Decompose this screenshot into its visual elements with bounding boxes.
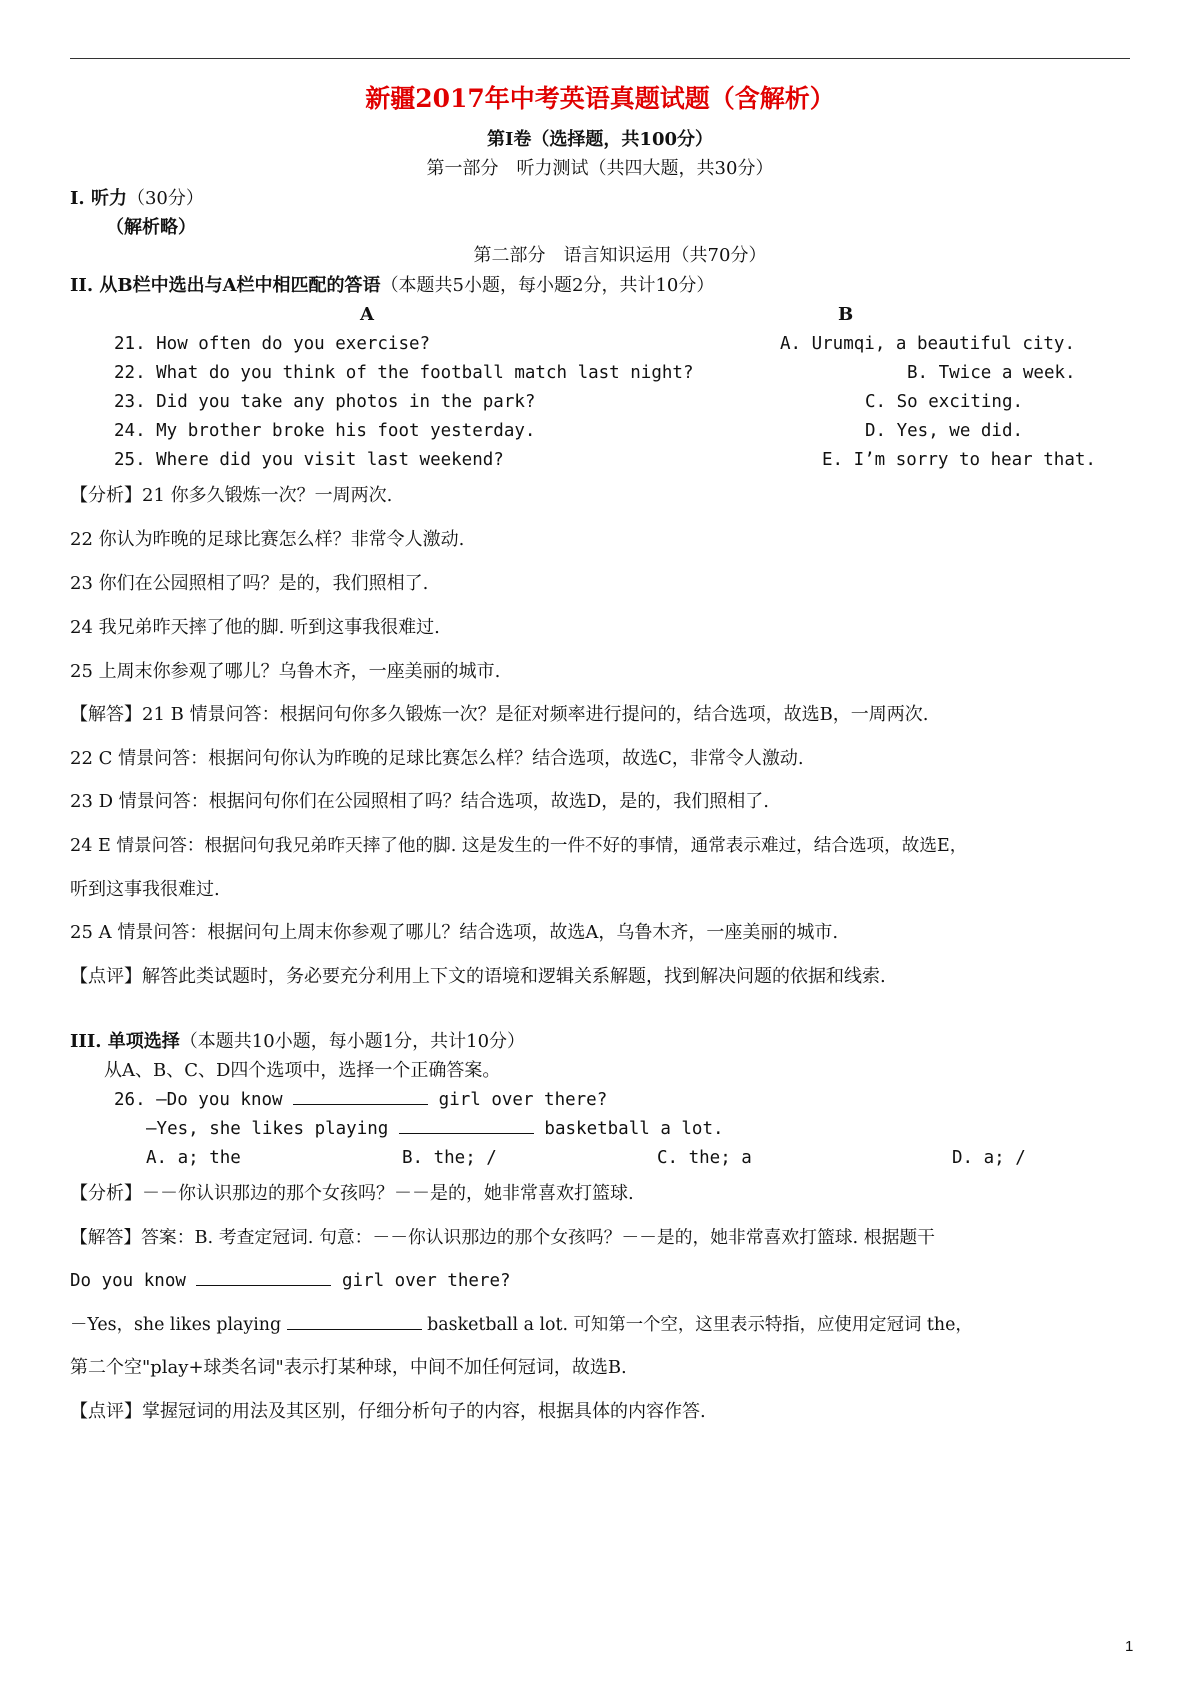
q26-answer-blank2 xyxy=(287,1315,422,1330)
match-answer-c: C. So exciting. xyxy=(865,392,1024,412)
q26-answer-line3 xyxy=(70,1313,973,1337)
q26-blank1 xyxy=(293,1090,428,1105)
answer-line-25: 25 A 情景问答：根据问句上周末你参观了哪儿？结合选项，故选A，乌鲁木齐，一座美丽的城市. xyxy=(70,922,839,943)
comment-line xyxy=(70,965,886,989)
analysis-line-23: 23 你们在公园照相了吗？是的，我们照相了. xyxy=(70,573,429,594)
q26-line2 xyxy=(146,1117,724,1141)
section2-desc: （本题共5小题，每小题2分，共计10分） xyxy=(380,275,715,296)
answer-line-24-cont: 听到这事我很难过. xyxy=(70,879,220,900)
q26-answer-line2 xyxy=(70,1269,511,1293)
q26-answer-tag: 【解答】 xyxy=(70,1227,142,1248)
match-question-22: 22. What do you think of the football match last night? xyxy=(114,363,694,383)
match-question-25: 25. Where did you visit last weekend? xyxy=(114,450,504,470)
match-answer-e: E. I’m sorry to hear that. xyxy=(822,450,1096,470)
answer-text-21: 21 B 情景问答：根据问句你多久锻炼一次？是征对频率进行提问的，结合选项，故选B，一周两次. xyxy=(142,704,929,725)
q26-answer-line3-start: －Yes，she likes playing xyxy=(70,1315,282,1335)
column-a-label: A xyxy=(360,304,374,325)
q26-comment-text: 掌握冠词的用法及其区别，仔细分析句子的内容，根据具体的内容作答. xyxy=(142,1401,706,1422)
analysis-line-25: 25 上周末你参观了哪儿？乌鲁木齐，一座美丽的城市. xyxy=(70,661,501,682)
q26-answer-line1 xyxy=(70,1226,935,1250)
q26-answer-line2-start: Do you know xyxy=(70,1271,186,1291)
section2-heading xyxy=(70,274,714,298)
page-number: 1 xyxy=(1125,1638,1134,1655)
answer-line-21 xyxy=(70,703,929,727)
comment-tag: 【点评】 xyxy=(70,966,142,987)
section1-heading xyxy=(70,187,204,211)
match-answer-a: A. Urumqi, a beautiful city. xyxy=(780,334,1076,354)
part1-heading: 第一部分 听力测试（共四大题，共30分） xyxy=(426,158,774,179)
q26-comment-line xyxy=(70,1400,706,1424)
q26-analysis-tag: 【分析】 xyxy=(70,1183,142,1204)
part2-heading: 第二部分 语言知识运用（共70分） xyxy=(473,245,767,266)
section1-score: （30分） xyxy=(126,188,204,209)
match-answer-d: D. Yes, we did. xyxy=(865,421,1024,441)
q26-answer-line4: 第二个空"play+球类名词"表示打某种球，中间不加任何冠词，故选B. xyxy=(70,1357,627,1378)
q26-answer-blank1 xyxy=(196,1271,331,1286)
q26-line1-start: 26. —Do you know xyxy=(114,1090,283,1110)
answer-line-24: 24 E 情景问答：根据问句我兄弟昨天摔了他的脚. 这是发生的一件不好的事情，通常表示难过，结合选项，故选E， xyxy=(70,836,968,856)
section2-title: II. 从B栏中选出与A栏中相匹配的答语 xyxy=(70,275,381,296)
section3-instruction: 从A、B、C、D四个选项中，选择一个正确答案。 xyxy=(104,1060,501,1081)
match-question-24: 24. My brother broke his foot yesterday. xyxy=(114,421,536,441)
volume-heading: 第Ⅰ卷（选择题，共100分） xyxy=(487,129,713,150)
q26-option-c: C. the; a xyxy=(657,1148,752,1168)
q26-option-a: A. a; the xyxy=(146,1148,241,1168)
q26-option-d: D. a; / xyxy=(952,1148,1026,1168)
q26-answer-line3-end: basketball a lot. 可知第一个空，这里表示特指，应使用定冠词 the， xyxy=(427,1315,973,1335)
q26-comment-tag: 【点评】 xyxy=(70,1401,142,1422)
q26-line1-end: girl over there? xyxy=(438,1090,608,1110)
section1-title: I. 听力 xyxy=(70,188,127,209)
section3-desc: （本题共10小题，每小题1分，共计10分） xyxy=(179,1031,526,1052)
q26-analysis-line xyxy=(70,1182,634,1206)
answer-line-22: 22 C 情景问答：根据问句你认为昨晚的足球比赛怎么样？结合选项，故选C，非常令人激动. xyxy=(70,748,804,769)
q26-answer-text1: 答案：B. 考查定冠词. 句意：－－你认识那边的那个女孩吗？－－是的，她非常喜欢打篮球. 根据题干 xyxy=(141,1227,935,1248)
section3-heading xyxy=(70,1030,525,1054)
analysis-line-22: 22 你认为昨晚的足球比赛怎么样？非常令人激动. xyxy=(70,529,465,550)
match-answer-b: B. Twice a week. xyxy=(907,363,1076,383)
analysis-text-21: 21 你多久锻炼一次？一周两次. xyxy=(142,485,393,506)
q26-option-b: B. the; / xyxy=(402,1148,497,1168)
analysis-line-21 xyxy=(70,484,392,508)
column-b-label: B xyxy=(838,304,854,325)
q26-answer-line2-end: girl over there? xyxy=(342,1271,511,1291)
match-question-23: 23. Did you take any photos in the park? xyxy=(114,392,536,412)
q26-blank2 xyxy=(399,1119,534,1134)
q26-line2-end: basketball a lot. xyxy=(544,1119,724,1139)
match-question-21: 21. How often do you exercise? xyxy=(114,334,431,354)
doc-title: 新疆2017年中考英语真题试题（含解析） xyxy=(365,84,835,113)
section1-note: （解析略） xyxy=(106,217,196,238)
q26-line1 xyxy=(114,1088,607,1112)
analysis-tag: 【分析】 xyxy=(70,485,142,506)
answer-line-23: 23 D 情景问答：根据问句你们在公园照相了吗？结合选项，故选D，是的，我们照相了. xyxy=(70,791,769,812)
answer-tag: 【解答】 xyxy=(70,704,142,725)
header-rule xyxy=(70,58,1130,59)
q26-line2-start: —Yes, she likes playing xyxy=(146,1119,389,1139)
section3-title: III. 单项选择 xyxy=(70,1031,180,1052)
q26-analysis-text: －－你认识那边的那个女孩吗？－－是的，她非常喜欢打篮球. xyxy=(142,1183,634,1204)
analysis-line-24: 24 我兄弟昨天摔了他的脚. 听到这事我很难过. xyxy=(70,617,440,638)
comment-text: 解答此类试题时，务必要充分利用上下文的语境和逻辑关系解题，找到解决问题的依据和线索. xyxy=(142,966,886,987)
